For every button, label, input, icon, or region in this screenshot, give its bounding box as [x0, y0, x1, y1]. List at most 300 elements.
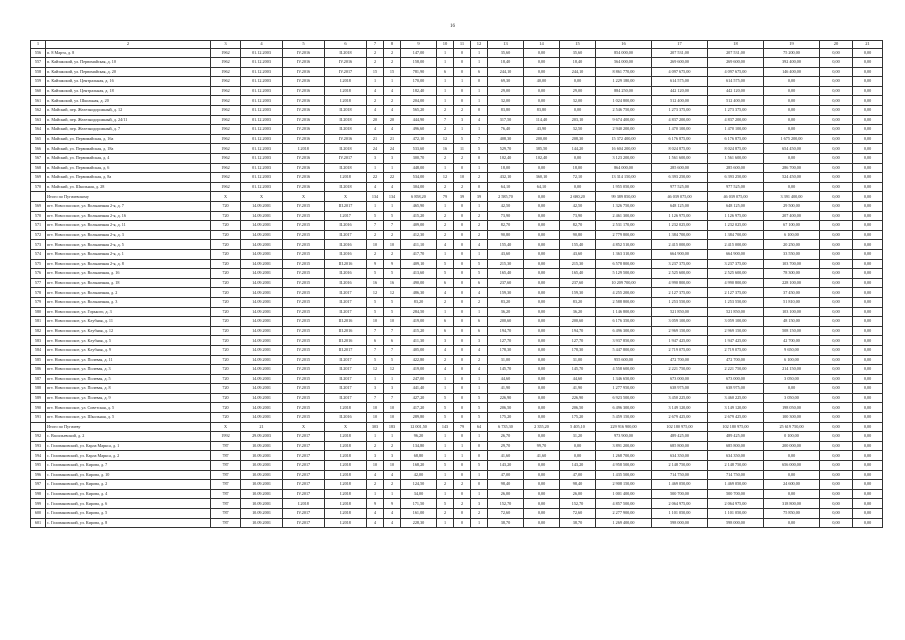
table-cell: 285 600,00 [652, 163, 708, 173]
address-cell: п. Майский, ул. Первомайская, д. 6 [46, 163, 211, 173]
table-row [31, 365, 883, 375]
table-cell: 409,00 [401, 221, 437, 231]
table-cell: 31,00 [488, 355, 524, 365]
table-cell: IV.2015 [283, 297, 325, 307]
table-row [31, 230, 883, 240]
table-cell: 1 469 050,00 [708, 480, 764, 490]
table-cell: 864 000,00 [596, 163, 652, 173]
table-cell: 300,70 [401, 154, 437, 164]
table-row [31, 499, 883, 509]
table-cell: 269 600,00 [708, 58, 764, 68]
table-cell: 512 400,00 [708, 96, 764, 106]
table-cell: 1 232 025,00 [708, 221, 764, 231]
table-cell: 36,20 [560, 307, 596, 317]
table-cell: IV.2015 [283, 221, 325, 231]
table-cell: 2 355,20 [524, 422, 560, 432]
table-cell: 1 [384, 374, 401, 384]
table-cell: IV.2017 [283, 489, 325, 499]
table-cell: 178,30 [488, 345, 524, 355]
table-cell: 0,00 [524, 288, 560, 298]
table-cell: 1 363 310,00 [596, 249, 652, 259]
table-cell: II.2018 [325, 48, 367, 58]
table-cell: 4 [367, 106, 384, 116]
table-cell: 4 [471, 115, 488, 125]
table-cell: 0 [454, 48, 471, 58]
table-cell: 143 [437, 422, 454, 432]
table-cell: 2 [471, 173, 488, 183]
table-cell: IV.2016 [283, 77, 325, 87]
table-cell: 1 269 400,00 [596, 518, 652, 528]
table-cell: 0,00 [524, 221, 560, 231]
table-cell: 1 [471, 202, 488, 212]
table-cell: 0 [471, 182, 488, 192]
row-number-cell: 599 [31, 499, 46, 509]
table-cell: 0,00 [853, 182, 883, 192]
row-number-cell: 565 [31, 134, 46, 144]
table-cell: 4 [384, 182, 401, 192]
table-cell: 2 588 800,00 [596, 297, 652, 307]
table-cell: I.2018 [325, 441, 367, 451]
row-number-cell: 594 [31, 451, 46, 461]
table-cell: 48 150,00 [764, 317, 820, 327]
table-cell: 1962 [211, 125, 241, 135]
table-cell: 32,00 [560, 96, 596, 106]
table-cell: 0 [454, 230, 471, 240]
table-cell: 0 [454, 307, 471, 317]
table-cell: 1 253 550,00 [652, 297, 708, 307]
table-cell: 0,00 [524, 403, 560, 413]
address-cell: пгт. Новоспасское, ул. Полевая, д. 8 [46, 384, 211, 394]
table-cell: 3 050,00 [764, 374, 820, 384]
table-cell: 4 990 800,00 [708, 278, 764, 288]
table-cell: 3 891 200,00 [596, 441, 652, 451]
table-cell: 0,00 [853, 288, 883, 298]
table-cell: 14.09.2001 [241, 403, 283, 413]
table-cell: 0 [454, 278, 471, 288]
table-cell: 0,00 [764, 96, 820, 106]
address-cell: пгт. Новоспасское, ул. Вольничная, д. 2 [46, 288, 211, 298]
table-cell: 31,00 [560, 355, 596, 365]
table-row [31, 154, 883, 164]
table-cell: IV.2016 [283, 115, 325, 125]
table-cell: 0 [454, 67, 471, 77]
table-cell: 10.09.2001 [241, 441, 283, 451]
column-number: 3 [211, 41, 241, 49]
table-cell: 83,80 [524, 106, 560, 116]
table-cell: 01.12.2003 [241, 182, 283, 192]
table-cell: I.2018 [325, 77, 367, 87]
table-cell: III.2017 [325, 202, 367, 212]
table-cell: 0,00 [524, 307, 560, 317]
table-cell: 7 [437, 115, 454, 125]
table-cell: 0,00 [853, 509, 883, 519]
table-cell: II.2017 [325, 393, 367, 403]
table-cell: 0,00 [560, 441, 596, 451]
table-cell: 5 [471, 269, 488, 279]
table-row [31, 125, 883, 135]
table-cell: 6 [437, 278, 454, 288]
table-cell: 417,70 [401, 249, 437, 259]
table-cell: 0 [454, 202, 471, 212]
table-cell: 720 [211, 365, 241, 375]
table-cell: 0,00 [764, 182, 820, 192]
table-cell: 0,00 [820, 86, 853, 96]
column-number: 9 [401, 41, 437, 49]
address-cell: п. Кайзакский, ул. Центральная, д. 16 [46, 77, 211, 87]
table-cell: 720 [211, 384, 241, 394]
table-cell: 2 [437, 106, 454, 116]
table-cell: 0,00 [524, 317, 560, 327]
table-cell: 64,10 [524, 182, 560, 192]
table-cell: 146 400,00 [764, 67, 820, 77]
table-cell: 1 [471, 489, 488, 499]
table-cell: 12 [367, 365, 384, 375]
table-cell: 6 [471, 317, 488, 327]
table-cell: IV.2015 [283, 403, 325, 413]
table-cell: 0,00 [764, 518, 820, 528]
table-cell: II.2016 [325, 221, 367, 231]
table-cell: 6 496 300,00 [596, 326, 652, 336]
table-cell: 533,60 [401, 144, 437, 154]
table-cell: 228 100,00 [764, 278, 820, 288]
table-cell: 64,10 [488, 182, 524, 192]
table-cell: 5 [471, 259, 488, 269]
address-cell: пгт. Новоспасское, ул. Вольничная 2-я, д. 11 [46, 221, 211, 231]
table-cell: 40,00 [524, 77, 560, 87]
column-number: 7 [367, 41, 384, 49]
table-row [31, 259, 883, 269]
table-cell: 26,70 [488, 432, 524, 442]
table-cell: IV.2016 [283, 106, 325, 116]
table-cell: 206,50 [560, 403, 596, 413]
table-cell: 0 [471, 451, 488, 461]
table-cell: 0,00 [820, 297, 853, 307]
table-cell: 0,00 [820, 67, 853, 77]
table-cell: 472,10 [401, 134, 437, 144]
table-cell: 72,10 [560, 173, 596, 183]
table-cell: 12 [437, 134, 454, 144]
row-number-cell: 590 [31, 403, 46, 413]
table-cell: 7 [471, 134, 488, 144]
table-cell: 175,20 [560, 413, 596, 423]
table-cell: 0,00 [853, 67, 883, 77]
table-cell: 2 [471, 355, 488, 365]
table-cell: X [211, 422, 241, 432]
table-cell: 0,00 [820, 106, 853, 116]
table-cell: 415,20 [401, 211, 437, 221]
table-cell: 0,00 [764, 86, 820, 96]
table-cell: IV.2017 [283, 470, 325, 480]
table-cell: 26,00 [560, 489, 596, 499]
table-cell: 4 837 200,00 [652, 115, 708, 125]
table-cell: II.2017 [325, 230, 367, 240]
table-cell: 0,00 [853, 77, 883, 87]
table-cell: 392 400,00 [764, 58, 820, 68]
table-cell: 5 [437, 269, 454, 279]
column-number: 20 [820, 41, 853, 49]
table-cell: 1 [437, 86, 454, 96]
table-cell: 0,00 [764, 489, 820, 499]
table-cell: 5 [384, 211, 401, 221]
table-cell: 489 425,00 [652, 432, 708, 442]
row-number-cell: 598 [31, 489, 46, 499]
table-cell: 9 650,00 [764, 345, 820, 355]
address-cell: пгт. Новоспасское, ул. Вольничная, д. 3 [46, 297, 211, 307]
table-cell: 2 [471, 211, 488, 221]
table-cell: 82,70 [488, 221, 524, 231]
table-cell: IV.2015 [283, 393, 325, 403]
address-cell: с. Головановский, ул. Кирова, д. 7 [46, 461, 211, 471]
table-cell: 0,00 [524, 518, 560, 528]
table-cell: I.2018 [325, 173, 367, 183]
address-cell: пгт. Новоспасское, ул. Вольничная, д. 18 [46, 278, 211, 288]
table-cell: 2 [367, 58, 384, 68]
table-cell: 67 100,00 [764, 221, 820, 231]
table-cell: II.2018 [325, 182, 367, 192]
table-cell: 648 125,00 [652, 202, 708, 212]
table-cell: 0,00 [820, 336, 853, 346]
table-cell: 7 [384, 345, 401, 355]
table-cell: 1 [471, 249, 488, 259]
table-cell: 14.09.2001 [241, 355, 283, 365]
table-cell: 3 937 850,00 [596, 336, 652, 346]
table-cell: 2 [367, 48, 384, 58]
table-cell: 36,20 [488, 307, 524, 317]
table-cell: 1 [437, 489, 454, 499]
address-cell: пгт. Новоспасское, ул. Полевая, д. 9 [46, 393, 211, 403]
table-cell: 2 [384, 480, 401, 490]
table-cell: 114,40 [524, 115, 560, 125]
table-cell: X [283, 192, 325, 202]
table-cell: 1 [471, 48, 488, 58]
table-cell: IV.2015 [283, 288, 325, 298]
table-cell: 15 372 400,00 [596, 134, 652, 144]
table-cell: 7 [384, 326, 401, 336]
row-number-cell: 591 [31, 413, 46, 423]
row-number-cell: 560 [31, 86, 46, 96]
table-cell: 0,00 [853, 173, 883, 183]
table-cell: 720 [211, 288, 241, 298]
table-cell: 32,00 [488, 96, 524, 106]
table-cell: 103 100,00 [764, 307, 820, 317]
table-cell: 3 050,00 [764, 393, 820, 403]
table-cell: 0,00 [820, 326, 853, 336]
table-cell: 42,00 [401, 470, 437, 480]
table-row [31, 67, 883, 77]
table-cell: 714 750,00 [652, 470, 708, 480]
address-cell: с. Головановский, ул. Кирова, д. 4 [46, 489, 211, 499]
table-row [31, 345, 883, 355]
table-cell: 1 268 700,00 [596, 451, 652, 461]
table-cell: 1 [471, 518, 488, 528]
table-cell: 3 391 400,00 [764, 192, 820, 202]
row-number-cell: 570 [31, 182, 46, 192]
table-cell: 42,50 [560, 202, 596, 212]
table-cell: 2 [437, 154, 454, 164]
table-cell: 46 039 075,00 [708, 192, 764, 202]
column-number: 5 [283, 41, 325, 49]
table-cell: 01.12.2003 [241, 125, 283, 135]
table-cell: II.2017 [325, 374, 367, 384]
table-cell: 3 [454, 115, 471, 125]
table-cell: 14.09.2001 [241, 221, 283, 231]
table-cell: 0,00 [820, 355, 853, 365]
table-cell: 360,10 [524, 173, 560, 183]
table-cell: 634 350,00 [708, 451, 764, 461]
table-cell: 0,00 [853, 115, 883, 125]
table-cell: 1 [437, 249, 454, 259]
table-cell: 3 059 100,00 [708, 317, 764, 327]
table-cell: 0,00 [820, 211, 853, 221]
table-cell: 0 [454, 221, 471, 231]
table-cell: 2 969 150,00 [708, 326, 764, 336]
column-number: 15 [560, 41, 596, 49]
table-cell: II.2018 [325, 115, 367, 125]
table-cell: II.2017 [325, 297, 367, 307]
table-cell: 4 [367, 470, 384, 480]
address-cell: п. 8 Марта, д. 8 [46, 48, 211, 58]
table-cell: 720 [211, 326, 241, 336]
table-cell: 1 [437, 307, 454, 317]
table-cell: 0,00 [524, 96, 560, 106]
table-cell: 194,70 [488, 326, 524, 336]
table-cell: X [241, 192, 283, 202]
table-cell: 99,70 [524, 441, 560, 451]
column-number: 4 [241, 41, 283, 49]
table-cell: 7 [367, 345, 384, 355]
table-cell: 720 [211, 317, 241, 327]
row-number-cell: 574 [31, 249, 46, 259]
table-cell: 720 [211, 259, 241, 269]
table-cell: 787 [211, 499, 241, 509]
table-cell: 1 101 050,00 [652, 509, 708, 519]
table-cell: 2 221 750,00 [708, 365, 764, 375]
table-cell: 4 [471, 365, 488, 375]
table-cell: 168,20 [401, 461, 437, 471]
table-cell: 5 [471, 403, 488, 413]
table-cell: 25 619 750,00 [764, 422, 820, 432]
table-cell: 413,60 [401, 269, 437, 279]
table-cell: IV.2015 [283, 211, 325, 221]
table-cell: 0,00 [853, 307, 883, 317]
row-number-cell: 558 [31, 67, 46, 77]
table-cell: 43,60 [488, 249, 524, 259]
table-cell: 614 575,00 [708, 77, 764, 87]
table-cell: 0,00 [820, 499, 853, 509]
table-cell: 10 [384, 240, 401, 250]
table-cell: 6 923 500,00 [596, 393, 652, 403]
table-cell: 01.12.2003 [241, 77, 283, 87]
address-cell: Итого по Пугачевскому [46, 192, 211, 202]
table-cell: 12 [384, 365, 401, 375]
address-cell: п. Кайзакский, ул. Школьная, д. 20 [46, 96, 211, 106]
table-cell: 6 176 875,00 [708, 134, 764, 144]
row-number-cell: 569 [31, 202, 46, 212]
table-cell: 0,00 [820, 393, 853, 403]
table-cell: 1 435 500,00 [596, 470, 652, 480]
table-cell: 43,90 [524, 125, 560, 135]
table-cell: 90,80 [560, 230, 596, 240]
table-cell: 1 [367, 202, 384, 212]
table-cell: 5 405,10 [560, 422, 596, 432]
table-cell: 4 097 675,00 [652, 67, 708, 77]
table-cell: 2 [454, 182, 471, 192]
row-number-cell: 597 [31, 480, 46, 490]
row-number-cell: 589 [31, 393, 46, 403]
table-cell: 0,00 [853, 211, 883, 221]
row-number-cell: 559 [31, 77, 46, 87]
table-cell: 720 [211, 278, 241, 288]
table-cell: 10.09.2001 [241, 480, 283, 490]
table-cell: II.2016 [325, 249, 367, 259]
table-cell: 720 [211, 269, 241, 279]
table-cell: 0,00 [764, 77, 820, 87]
table-cell: 0,00 [820, 96, 853, 106]
table-cell: II.2016 [325, 240, 367, 250]
table-cell: 41,90 [560, 384, 596, 394]
table-cell: 977 525,00 [708, 182, 764, 192]
table-cell: 303 [367, 422, 384, 432]
table-cell: 1 [471, 58, 488, 68]
table-cell: 2 [384, 230, 401, 240]
table-cell: 2 940 200,00 [596, 125, 652, 135]
table-cell: 207 531,00 [708, 48, 764, 58]
table-cell: 0 [454, 249, 471, 259]
table-cell: 1 [437, 441, 454, 451]
table-row [31, 470, 883, 480]
table-cell: 5 [437, 499, 454, 509]
table-cell: 15 [384, 67, 401, 77]
table-cell: 175,20 [488, 413, 524, 423]
table-cell: 34,00 [401, 489, 437, 499]
table-row [31, 278, 883, 288]
table-cell: 0,00 [820, 240, 853, 250]
address-cell: п. Майский, ул. Первомайская, д. 16а [46, 134, 211, 144]
table-cell: 4 558 600,00 [596, 365, 652, 375]
table-cell: 0,00 [820, 249, 853, 259]
table-cell: 2 [437, 182, 454, 192]
table-cell: 787 [211, 518, 241, 528]
table-row [31, 355, 883, 365]
table-cell: 634 350,00 [652, 451, 708, 461]
table-cell: 714 750,00 [708, 470, 764, 480]
table-cell: 7 [367, 326, 384, 336]
column-number: 2 [46, 41, 211, 49]
table-cell: 183 [384, 422, 401, 432]
table-cell: 720 [211, 240, 241, 250]
row-number-cell: 571 [31, 221, 46, 231]
table-cell: 170,00 [401, 77, 437, 87]
address-cell: п. Майский, пер. Железнодорожный, д. 12 [46, 106, 211, 116]
table-cell: 685 800,00 [652, 441, 708, 451]
table-cell: I.2018 [325, 86, 367, 96]
table-cell: 204,00 [401, 96, 437, 106]
table-cell: 472 700,00 [708, 355, 764, 365]
table-cell: 1 675 200,00 [764, 134, 820, 144]
table-row [31, 134, 883, 144]
table-cell: 0,00 [524, 499, 560, 509]
table-cell: 1 [471, 432, 488, 442]
table-cell: 72,60 [560, 509, 596, 519]
table-cell: 0,00 [820, 365, 853, 375]
table-cell: 2 [384, 441, 401, 451]
table-cell: 0,00 [764, 470, 820, 480]
table-cell: 0,00 [853, 230, 883, 240]
table-cell: 0,00 [853, 499, 883, 509]
address-cell: пгт. Новоспасское, ул. Вольничная 2-я, д. 8 [46, 259, 211, 269]
table-cell: 1 [367, 163, 384, 173]
table-row [31, 115, 883, 125]
